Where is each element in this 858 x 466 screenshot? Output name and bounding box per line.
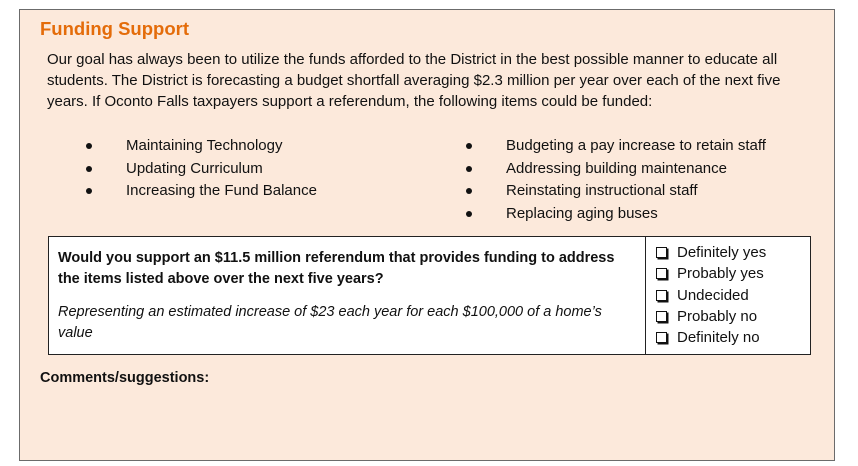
list-item [462, 158, 766, 181]
list-item [82, 158, 317, 181]
list-item-label: Reinstating instructional staff [506, 182, 698, 199]
list-item [462, 203, 766, 226]
question-text: Would you support an $11.5 million referendum that provides funding to address the items listed above over the next five years? [58, 250, 615, 287]
funded-items-right [462, 135, 766, 225]
option-label: Probably no [677, 307, 758, 325]
list-item [82, 135, 317, 158]
option-undecided[interactable] [654, 285, 766, 306]
list-item-label: Updating Curriculum [126, 159, 263, 177]
option-definitely-no[interactable] [654, 327, 766, 348]
comments-label: Comments/suggestions: [40, 370, 210, 386]
answer-options [654, 242, 766, 348]
checkbox-icon[interactable] [656, 268, 667, 279]
option-label: Definitely no [677, 329, 760, 347]
funded-items-left [82, 135, 317, 203]
checkbox-icon[interactable] [656, 247, 667, 258]
option-label: Undecided [677, 286, 749, 304]
funding-support-panel [19, 9, 835, 461]
checkbox-icon[interactable] [656, 311, 667, 322]
list-item-label: Maintaining Technology [126, 137, 283, 154]
question-box [48, 236, 811, 355]
checkbox-icon[interactable] [656, 290, 667, 301]
option-definitely-yes[interactable] [654, 242, 766, 263]
list-item [82, 180, 317, 203]
list-item-label: Increasing the Fund Balance [126, 182, 317, 199]
option-label: Definitely yes [677, 244, 767, 261]
option-probably-no[interactable] [654, 306, 766, 327]
list-item [462, 135, 766, 158]
question-cell [49, 237, 646, 354]
question-note: Representing an estimated increase of $23 each year for each $100,000 of a home’s value [58, 304, 602, 341]
option-probably-yes[interactable] [654, 263, 766, 284]
list-item [462, 180, 766, 203]
checkbox-icon[interactable] [656, 332, 667, 343]
list-item-label: Addressing building maintenance [506, 159, 727, 177]
list-item-label: Replacing aging buses [506, 204, 658, 222]
list-item-label: Budgeting a pay increase to retain staff [506, 137, 766, 154]
option-label: Probably yes [677, 265, 764, 283]
intro-paragraph: Our goal has always been to utilize the funds afforded to the District in the best possible manner to educate all students. The District is forecasting a budget shortfall averaging $2.3 million per year over each of the next five years. If Oconto Falls taxpayers support a referendum, the following items could be funded: [47, 51, 781, 110]
section-title: Funding Support [40, 18, 189, 39]
